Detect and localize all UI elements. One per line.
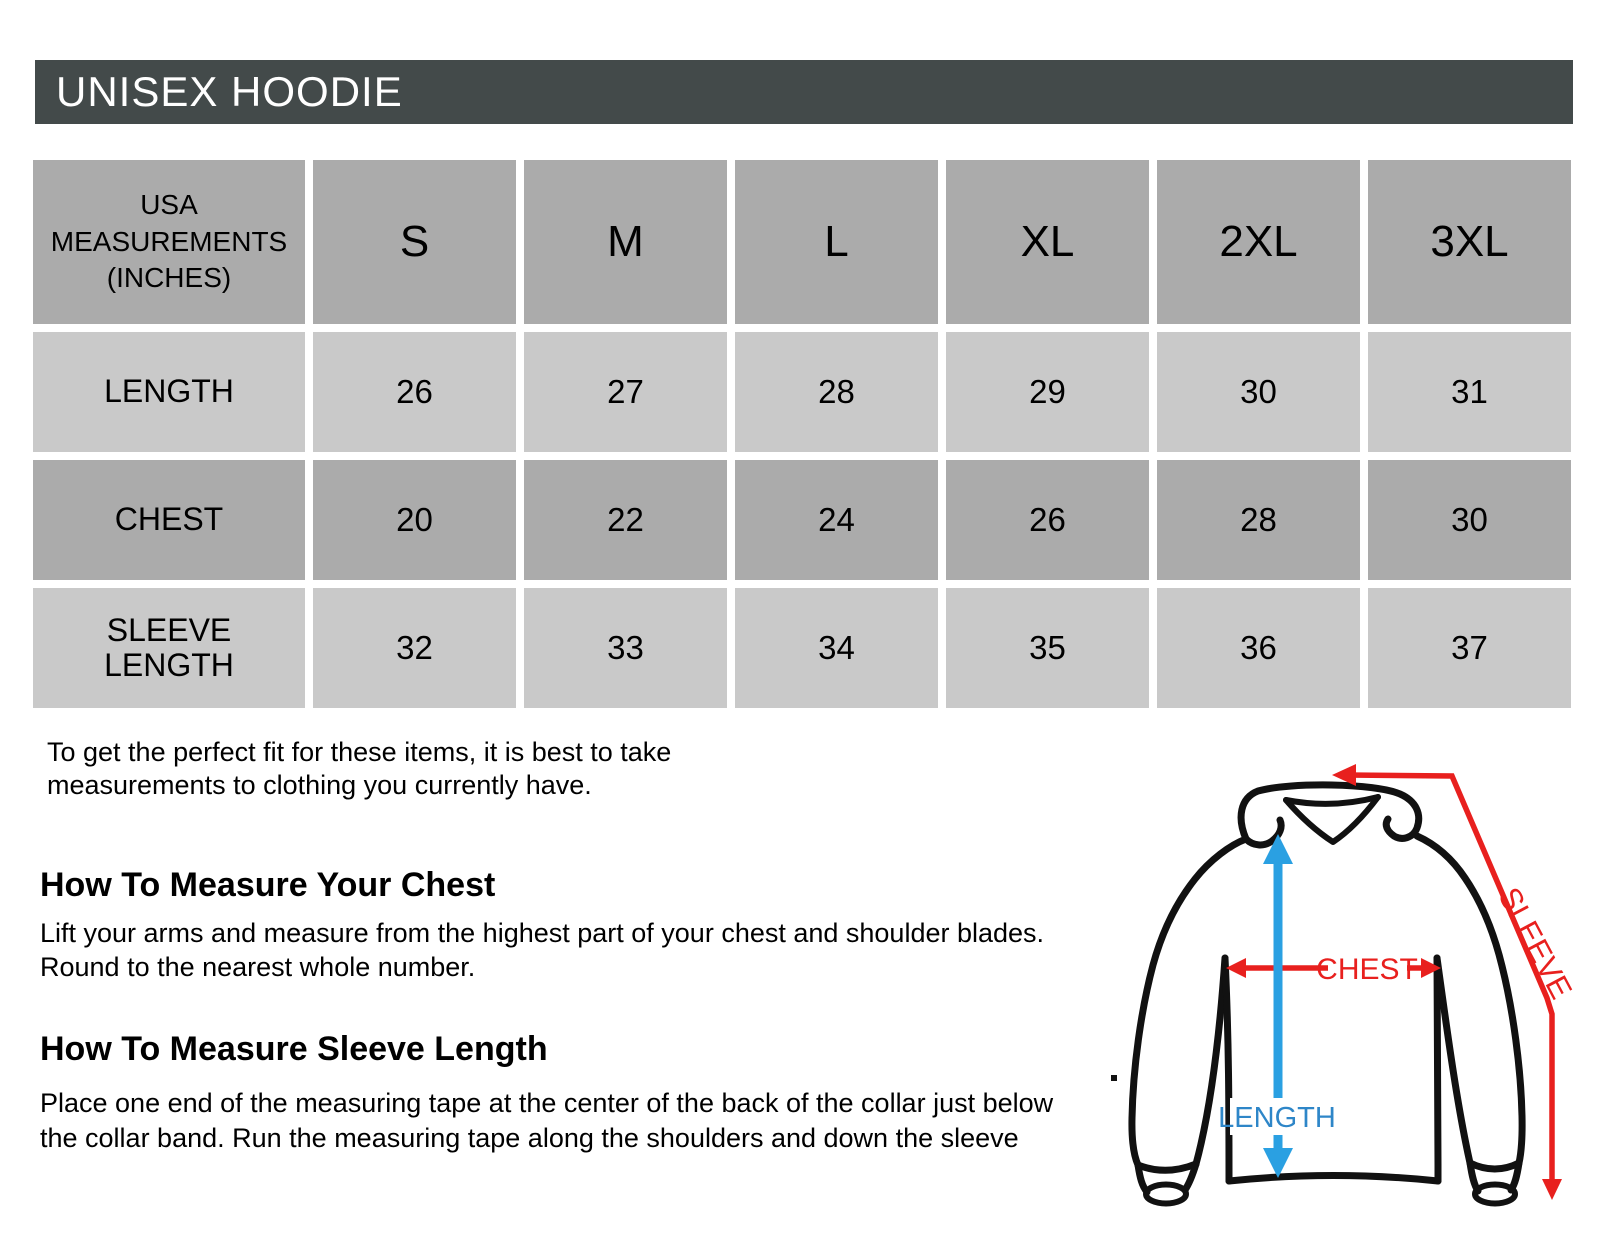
- title-bar: [35, 60, 1573, 124]
- size-table: [25, 152, 1579, 716]
- heading-measure-chest: How To Measure Your Chest: [40, 866, 496, 904]
- sleeve-label: SLEEVE: [1491, 881, 1580, 1005]
- value-cell: [946, 332, 1149, 452]
- row-label-cell: [33, 460, 305, 580]
- value-cell: [1368, 588, 1571, 708]
- size-header-cell-l: [735, 160, 938, 324]
- cell-value: 35: [1029, 629, 1066, 666]
- cell-value: 33: [607, 629, 644, 666]
- cell-value: 20: [396, 501, 433, 538]
- value-cell: [946, 460, 1149, 580]
- body-line: Lift your arms and measure from the highest part of your chest and shoulder blades.: [40, 918, 1045, 948]
- value-cell: [1368, 460, 1571, 580]
- body-line: the collar band. Run the measuring tape along the shoulders and down the sleeve: [40, 1123, 1019, 1153]
- page-title: UNISEX HOODIE: [56, 68, 403, 115]
- value-cell: [946, 588, 1149, 708]
- value-cell: [313, 332, 516, 452]
- hoodie-measurement-diagram: [1080, 736, 1600, 1236]
- heading-measure-sleeve: How To Measure Sleeve Length: [40, 1030, 548, 1068]
- row-label: SLEEVE LENGTH: [104, 611, 234, 683]
- row-label-cell: [33, 588, 305, 708]
- value-cell: [524, 588, 727, 708]
- row-label-cell: [33, 332, 305, 452]
- table-header-row: [33, 160, 1571, 324]
- size-header-cell-2xl: [1157, 160, 1360, 324]
- size-header-label: XL: [1020, 217, 1075, 266]
- body-measure-chest: [40, 916, 1044, 984]
- size-header-label: S: [399, 217, 430, 266]
- size-header-label: 2XL: [1219, 217, 1298, 266]
- size-header-cell-xl: [946, 160, 1149, 324]
- value-cell: [313, 460, 516, 580]
- hoodie-diagram-svg: [1080, 736, 1600, 1236]
- table-row-chest: [33, 460, 1571, 580]
- length-label: LENGTH: [1218, 1102, 1336, 1134]
- cell-value: 31: [1451, 373, 1488, 410]
- cell-value: 29: [1029, 373, 1066, 410]
- length-arrowhead-up-icon: [1263, 834, 1293, 864]
- value-cell: [524, 332, 727, 452]
- cell-value: 28: [1240, 501, 1277, 538]
- row-label: LENGTH: [104, 373, 234, 410]
- size-header-label: 3XL: [1430, 217, 1509, 266]
- table-row-length: [33, 332, 1571, 452]
- size-header-cell-m: [524, 160, 727, 324]
- value-cell: [1157, 332, 1360, 452]
- cell-value: 22: [607, 501, 644, 538]
- size-header-label: L: [824, 217, 849, 266]
- body-line: Place one end of the measuring tape at the center of the back of the collar just below: [40, 1088, 1054, 1118]
- value-cell: [735, 588, 938, 708]
- size-header-label: M: [607, 217, 644, 266]
- value-cell: [735, 332, 938, 452]
- cell-value: 27: [607, 373, 644, 410]
- cell-value: 30: [1451, 501, 1488, 538]
- chest-label: CHEST: [1316, 953, 1418, 986]
- hoodie-outline: [1132, 785, 1522, 1204]
- size-header-cell-s: [313, 160, 516, 324]
- value-cell: [1157, 460, 1360, 580]
- corner-header-label: USA MEASUREMENTS (INCHES): [50, 188, 288, 294]
- sleeve-arrowhead-down-icon: [1542, 1179, 1562, 1200]
- table-row-sleeve-length: [33, 588, 1571, 708]
- value-cell: [1157, 588, 1360, 708]
- value-cell: [524, 460, 727, 580]
- ink-dot: [1111, 1075, 1117, 1081]
- row-label: CHEST: [114, 501, 224, 538]
- cell-value: 26: [396, 373, 433, 410]
- cell-value: 36: [1240, 629, 1277, 666]
- cell-value: 30: [1240, 373, 1277, 410]
- body-line: Round to the nearest whole number.: [40, 952, 476, 982]
- cell-value: 24: [818, 501, 855, 538]
- fit-note-line: To get the perfect fit for these items, it is best to take: [47, 737, 672, 767]
- cell-value: 26: [1029, 501, 1066, 538]
- body-measure-sleeve: [40, 1086, 1053, 1156]
- cell-value: 28: [818, 373, 855, 410]
- size-header-cell-3xl: [1368, 160, 1571, 324]
- value-cell: [313, 588, 516, 708]
- fit-note-line: measurements to clothing you currently have.: [47, 770, 592, 800]
- value-cell: [1368, 332, 1571, 452]
- length-arrow: [1218, 834, 1336, 1178]
- value-cell: [735, 460, 938, 580]
- corner-header-cell: [33, 160, 305, 324]
- fit-note: [47, 736, 671, 802]
- cell-value: 32: [396, 629, 433, 666]
- cell-value: 37: [1451, 629, 1488, 666]
- cell-value: 34: [818, 629, 855, 666]
